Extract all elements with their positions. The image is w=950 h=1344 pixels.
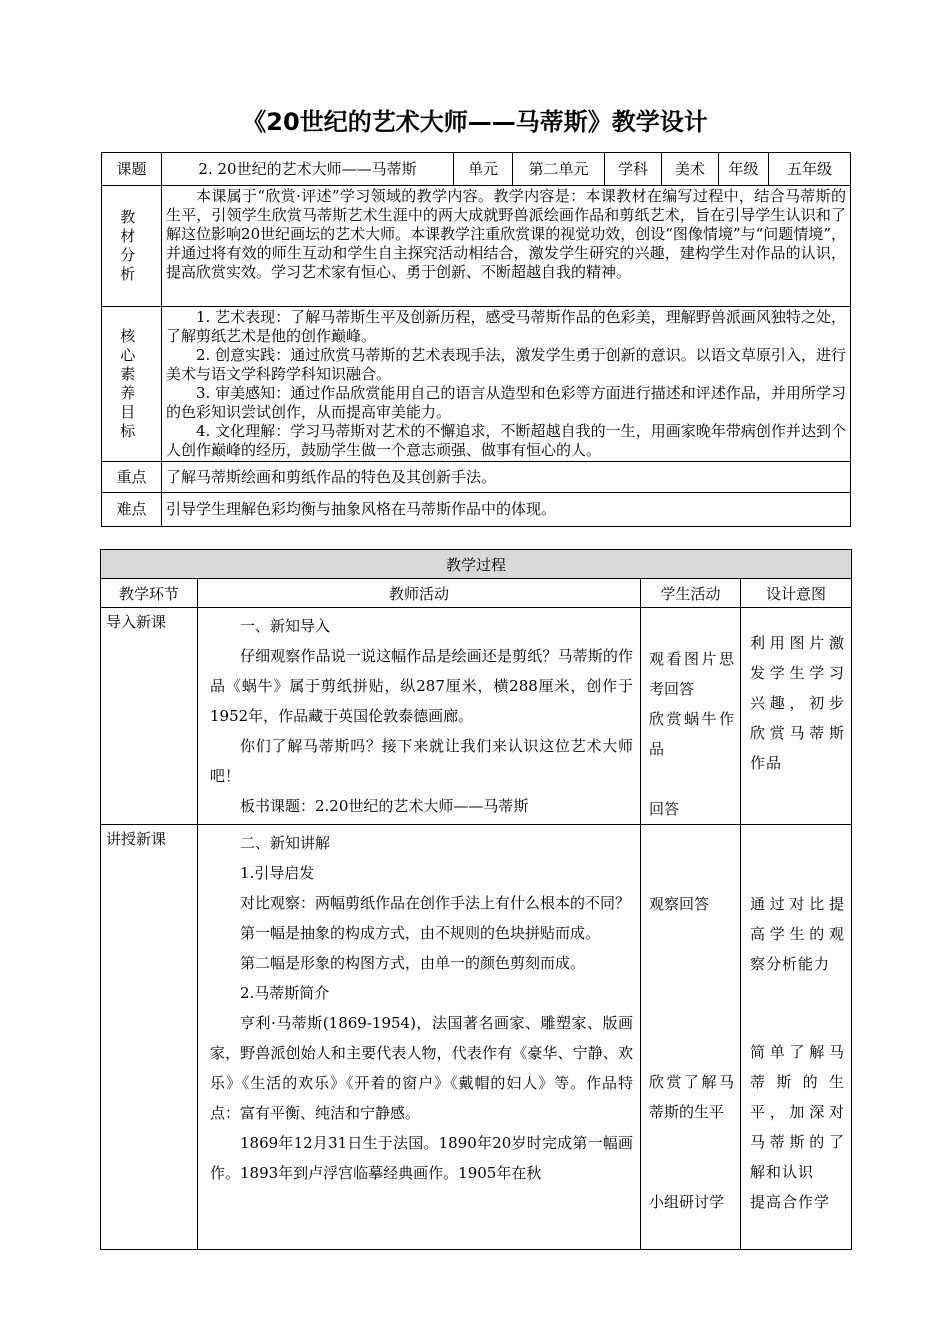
literacy-label-line1: 核 心 <box>120 327 143 364</box>
student-line: 欣赏蜗牛作品 <box>649 710 734 758</box>
student-line: 观察回答 <box>649 895 710 913</box>
column-header-student: 学生活动 <box>641 579 741 608</box>
subject-label: 学科 <box>605 153 662 186</box>
info-table <box>101 152 851 527</box>
key-point-label: 重点 <box>102 462 162 493</box>
teacher-line: 二、新知讲解 <box>240 834 331 852</box>
student-line: 欣赏了解马蒂斯的生平 <box>649 1073 734 1121</box>
student-activity-intro <box>641 608 741 825</box>
teacher-line: 一、新知导入 <box>240 617 331 635</box>
teacher-activity-lecture <box>198 825 641 1250</box>
student-line: 回答 <box>649 800 680 818</box>
difficulty-label: 难点 <box>102 493 162 527</box>
literacy-item: 2. 创意实践：通过欣赏马蒂斯的艺术表现手法，激发学生勇于创新的意识。以语文草原引入，进行美术与语文学科跨学科知识融合。 <box>166 346 846 383</box>
process-table <box>100 549 852 1250</box>
literacy-goals <box>162 307 851 462</box>
unit-value: 第二单元 <box>513 153 605 186</box>
topic-value: 2. 20世纪的艺术大师——马蒂斯 <box>162 153 454 186</box>
teacher-line: 1869年12月31日生于法国。1890年20岁时完成第一幅画作。1893年到卢浮宫临摹经典画作。1905年在秋 <box>210 1134 633 1182</box>
student-line: 小组研讨学 <box>649 1193 725 1211</box>
teacher-line: 板书课题：2.20世纪的艺术大师——马蒂斯 <box>240 797 529 815</box>
literacy-item: 3. 审美感知：通过作品欣赏能用自己的语言从造型和色彩等方面进行描述和评述作品，并用所学习的色彩知识尝试创作，从而提高审美能力。 <box>166 384 846 421</box>
design-line: 通过对比提高学生的观察分析能力 <box>750 895 846 973</box>
key-point-text: 了解马蒂斯绘画和剪纸作品的特色及其创新手法。 <box>162 462 851 493</box>
student-line: 观看图片思考回答 <box>649 650 734 698</box>
teacher-line: 1.引导启发 <box>240 864 315 882</box>
analysis-label-line1: 教 材 <box>120 208 143 245</box>
teacher-line: 亨利·马蒂斯(1869-1954)，法国著名画家、雕塑家、版画家，野兽派创始人和主要代表人物，代表作有《豪华、宁静、欢乐》《生活的欢乐》《开着的窗户》《戴帽的妇人》等。作品特点：富有平衡、纯洁和宁静感。 <box>210 1014 633 1122</box>
literacy-label-line3: 目 标 <box>120 403 143 440</box>
analysis-label <box>102 186 162 307</box>
teacher-line: 你们了解马蒂斯吗？接下来就让我们来认识这位艺术大师吧！ <box>210 737 633 785</box>
grade-value: 五年级 <box>769 153 851 186</box>
unit-label: 单元 <box>454 153 513 186</box>
subject-value: 美术 <box>662 153 719 186</box>
teacher-activity-intro <box>198 608 641 825</box>
design-intent-intro <box>741 608 852 825</box>
design-line: 利用图片激发学生学习兴趣，初步欣赏马蒂斯作品 <box>750 634 846 772</box>
teacher-line: 第二幅是形象的构图方式，由单一的颜色剪刻而成。 <box>240 954 586 972</box>
design-intent-lecture <box>741 825 852 1250</box>
process-header: 教学过程 <box>101 550 852 579</box>
stage-intro: 导入新课 <box>101 608 198 825</box>
document-title: 《20世纪的艺术大师——马蒂斯》教学设计 <box>242 108 708 136</box>
analysis-label-line2: 分 析 <box>120 246 143 283</box>
literacy-item: 1. 艺术表现：了解马蒂斯生平及创新历程，感受马蒂斯作品的色彩美，理解野兽派画风独特之处，了解剪纸艺术是他的创作巅峰。 <box>166 308 846 345</box>
literacy-label-line2: 素 养 <box>120 365 143 402</box>
analysis-text: 本课属于“欣赏·评述”学习领域的教学内容。教学内容是：本课教材在编写过程中，结合马蒂斯的生平，引领学生欣赏马蒂斯艺术生涯中的两大成就野兽派绘画作品和剪纸艺术，旨在引导学生认识和了解这位影响20世纪画坛的艺术大师。本课教学注重欣赏课的视觉功效，创设“图像情境”与“问题情境”，并通过将有效的师生互动和学生自主探究活动相结合，激发学生研究的兴趣，建构学生对作品的认识，提高欣赏实效。学习艺术家有恒心、勇于创新、不断超越自我的精神。 <box>162 186 851 307</box>
difficulty-text: 引导学生理解色彩均衡与抽象风格在马蒂斯作品中的体现。 <box>162 493 851 527</box>
literacy-label <box>102 307 162 462</box>
design-line: 提高合作学 <box>750 1193 831 1211</box>
literacy-item: 4. 文化理解：学习马蒂斯对艺术的不懈追求，不断超越自我的一生，用画家晚年带病创作并达到个人创作巅峰的经历，鼓励学生做一个意志顽强、做事有恒心的人。 <box>166 422 846 459</box>
stage-lecture: 讲授新课 <box>101 825 198 1250</box>
grade-label: 年级 <box>719 153 769 186</box>
column-header-stage: 教学环节 <box>101 579 198 608</box>
column-header-design: 设计意图 <box>741 579 852 608</box>
teacher-line: 第一幅是抽象的构成方式，由不规则的色块拼贴而成。 <box>240 924 601 942</box>
column-header-teacher: 教师活动 <box>198 579 641 608</box>
student-activity-lecture <box>641 825 741 1250</box>
teacher-line: 仔细观察作品说一说这幅作品是绘画还是剪纸？马蒂斯的作品《蜗牛》属于剪纸拼贴，纵287厘米，横288厘米，创作于1952年，作品藏于英国伦敦泰德画廊。 <box>210 647 633 725</box>
teacher-line: 2.马蒂斯简介 <box>240 984 330 1002</box>
topic-label: 课题 <box>102 153 162 186</box>
teacher-line: 对比观察：两幅剪纸作品在创作手法上有什么根本的不同？ <box>240 894 631 912</box>
design-line: 简单了解马蒂斯的生平，加深对马蒂斯的了解和认识 <box>750 1043 846 1181</box>
